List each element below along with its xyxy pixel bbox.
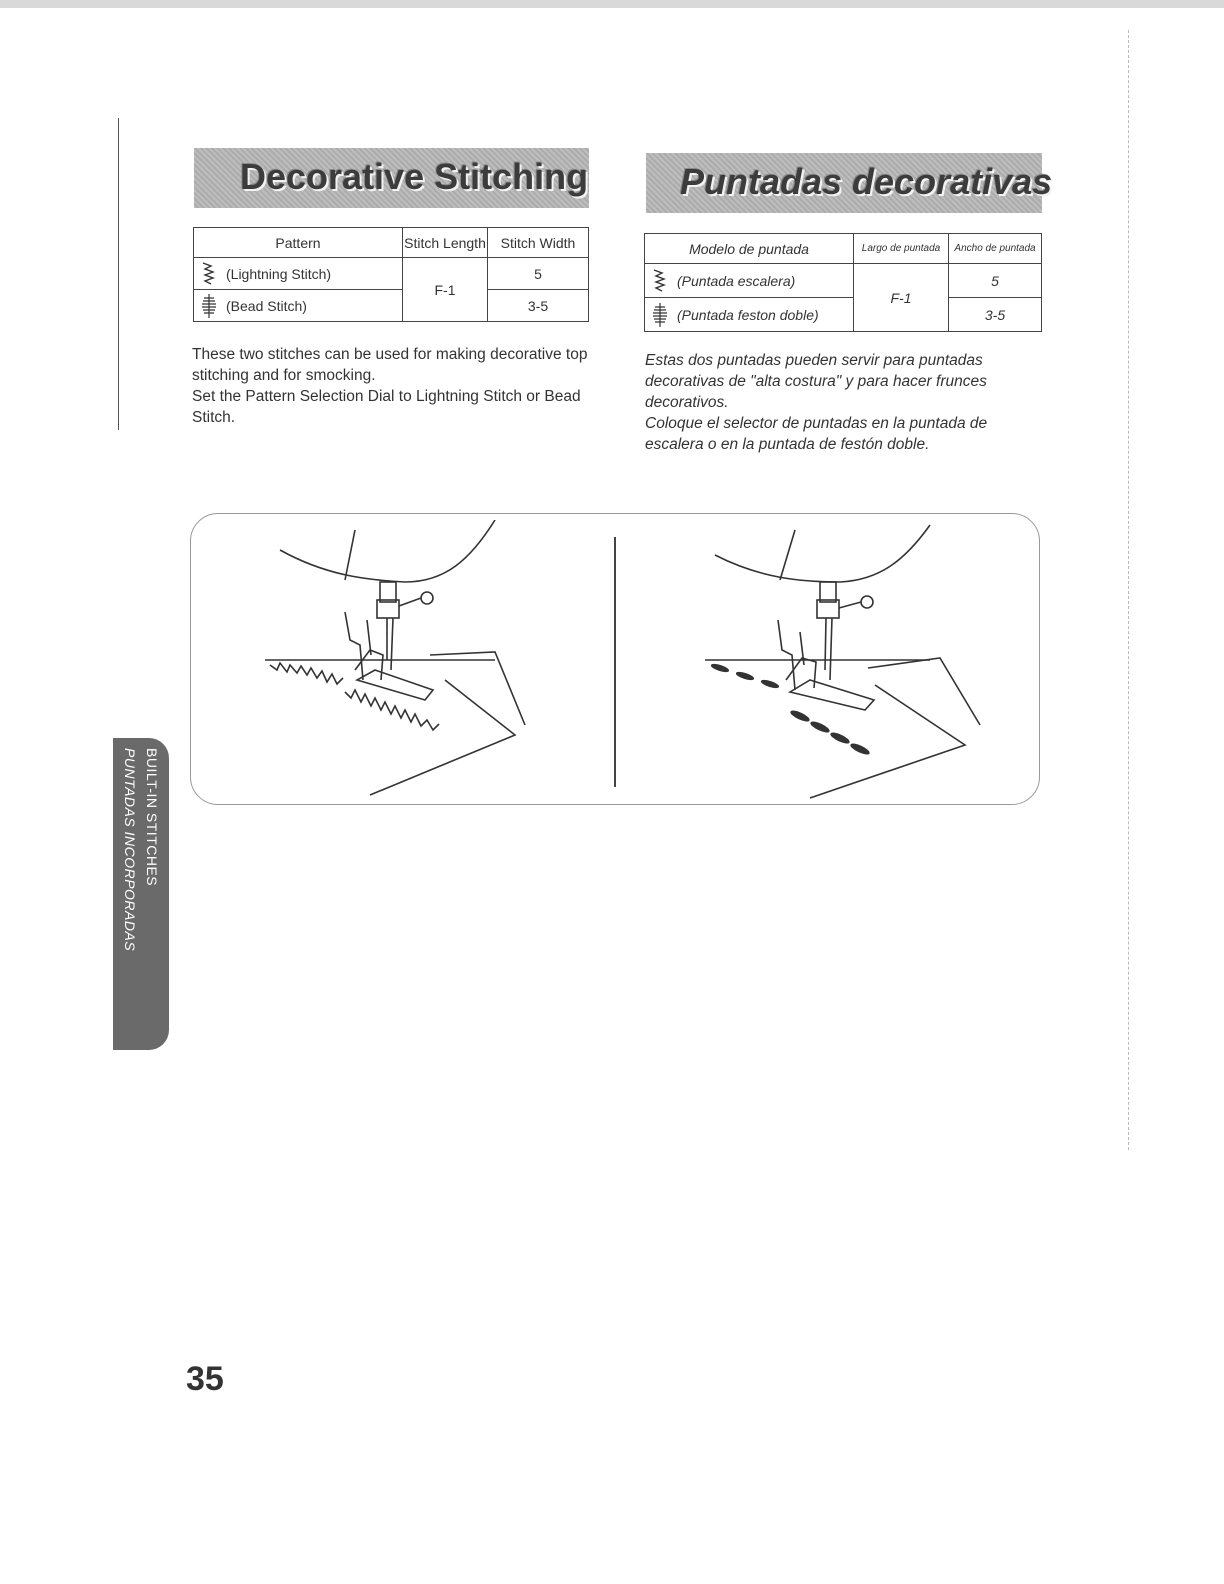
scan-edge <box>1128 30 1130 1150</box>
pattern-cell <box>645 298 854 332</box>
bead-stitch-icon <box>651 302 669 328</box>
illustration-divider <box>614 537 616 787</box>
stitch-width-value: 5 <box>488 258 589 290</box>
table-row <box>194 290 589 322</box>
stitch-length-value: F-1 <box>854 264 949 332</box>
margin-rule <box>118 118 119 430</box>
stitch-settings-table-en <box>193 227 589 322</box>
side-tab-label-en: BUILT-IN STITCHES <box>144 748 160 887</box>
body-text-en <box>192 344 592 428</box>
stitch-width-value: 5 <box>949 264 1042 298</box>
pattern-name: (Lightning Stitch) <box>226 265 332 282</box>
pattern-cell <box>194 290 403 322</box>
table-header-row <box>194 228 589 258</box>
lightning-stitch-sewing-illustration <box>195 520 605 800</box>
lightning-stitch-icon <box>200 261 218 287</box>
bead-stitch-sewing-illustration <box>620 520 1030 800</box>
section-title-banner-en <box>194 148 589 208</box>
stitch-width-value: 3-5 <box>488 290 589 322</box>
pattern-name: (Puntada escalera) <box>677 272 796 289</box>
header-pattern: Pattern <box>194 228 403 258</box>
lightning-stitch-icon <box>651 268 669 294</box>
side-tab-label-es: PUNTADAS INCORPORADAS <box>122 748 138 952</box>
section-title-en: Decorative Stitching <box>240 156 589 197</box>
table-row <box>645 298 1042 332</box>
stitch-settings-table-es <box>644 233 1042 332</box>
pattern-name: (Puntada feston doble) <box>677 306 819 323</box>
header-stitch-length: Largo de puntada <box>854 234 949 264</box>
section-title-es: Puntadas decorativas <box>680 161 1053 202</box>
body-text-es <box>645 350 1045 455</box>
pattern-name: (Bead Stitch) <box>226 297 307 314</box>
header-stitch-width: Stitch Width <box>488 228 589 258</box>
section-title-banner-es <box>646 153 1053 213</box>
pattern-cell <box>645 264 854 298</box>
stitch-length-value: F-1 <box>403 258 488 322</box>
page-top-edge <box>0 0 1224 8</box>
table-row <box>194 258 589 290</box>
table-row <box>645 264 1042 298</box>
header-pattern: Modelo de puntada <box>645 234 854 264</box>
paragraph: Coloque el selector de puntadas en la puntada de escalera o en la puntada de festón doble. <box>645 415 988 453</box>
header-stitch-length: Stitch Length <box>403 228 488 258</box>
chapter-side-tab <box>113 738 169 1050</box>
paragraph: Estas dos puntadas pueden servir para puntadas decorativas de "alta costura" y para hacer frunces decorativos. <box>645 352 987 411</box>
table-header-row <box>645 234 1042 264</box>
pattern-cell <box>194 258 403 290</box>
page-number: 35 <box>186 1360 224 1398</box>
bead-stitch-icon <box>200 293 218 319</box>
header-stitch-width: Ancho de puntada <box>949 234 1042 264</box>
paragraph: These two stitches can be used for making decorative top stitching and for smocking. <box>192 346 588 384</box>
stitch-width-value: 3-5 <box>949 298 1042 332</box>
paragraph: Set the Pattern Selection Dial to Lightning Stitch or Bead Stitch. <box>192 388 581 426</box>
